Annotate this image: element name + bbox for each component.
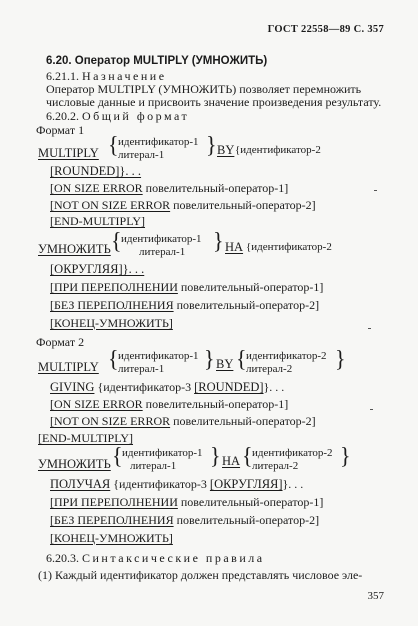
f1-brace-close: } <box>206 131 217 158</box>
syntax-rule-1: (1) Каждый идентификатор должен представлять числовое эле- <box>38 568 363 582</box>
section-title: 6.20. Оператор MULTIPLY (УМНОЖИТЬ) <box>46 55 268 67</box>
f2ru-option-identifier-1: идентификатор-1 <box>122 447 203 459</box>
f1-option-identifier: идентификатор-1 <box>118 136 199 148</box>
f2-on-size: [ON SIZE ERROR повелительный-оператор-1] <box>50 397 289 411</box>
f2-by: BY <box>216 357 234 371</box>
f1ru-verb: УМНОЖИТЬ <box>38 242 111 256</box>
print-speck <box>374 190 377 191</box>
f1ru-options <box>121 233 202 259</box>
f1-by: BY <box>217 143 235 157</box>
f1ru-option-literal: литерал-1 <box>139 246 186 258</box>
f2-giving: GIVING {идентификатор-3 [ROUNDED]}. . . <box>50 380 285 394</box>
f1-option-literal: литерал-1 <box>118 149 165 161</box>
f2-option-literal-2: литерал-2 <box>246 363 293 375</box>
general-format-heading: 6.20.2. Общий формат <box>46 109 190 123</box>
f2ru-not-on-size: [БЕЗ ПЕРЕПОЛНЕНИЯ повелительный-оператор-2] <box>50 513 320 527</box>
f2-brace-close-a: } <box>204 345 215 372</box>
f1ru-end: [КОНЕЦ-УМНОЖИТЬ] <box>50 316 173 330</box>
f1ru-na: НА <box>225 240 244 254</box>
f2ru-end: [КОНЕЦ-УМНОЖИТЬ] <box>50 531 173 545</box>
f2ru-option-literal-1: литерал-1 <box>130 460 177 472</box>
f1ru-brace-open: { <box>111 227 122 254</box>
f1-brace-open: { <box>108 131 119 158</box>
print-speck <box>368 328 371 329</box>
purpose-line-2: числовые данные и присвоить значение произведения результату. <box>46 95 382 109</box>
f1-options <box>118 136 199 162</box>
f2-brace-open-b: { <box>236 345 247 372</box>
format-1-label: Формат 1 <box>36 123 85 137</box>
f2-options-a <box>118 350 199 376</box>
f2ru-na: НА <box>222 454 241 468</box>
f1ru-rounded: [ОКРУГЛЯЯ]}. . . <box>50 262 145 276</box>
f2-option-identifier-2: идентификатор-2 <box>246 350 327 362</box>
f1ru-not-on-size: [БЕЗ ПЕРЕПОЛНЕНИЯ повелительный-оператор-2] <box>50 298 320 312</box>
purpose-heading: 6.21.1. Назначение <box>46 69 167 83</box>
print-speck <box>370 409 373 410</box>
f2-options-b <box>246 350 327 376</box>
f2ru-on-size: [ПРИ ПЕРЕПОЛНЕНИИ повелительный-оператор-1] <box>50 495 324 509</box>
f1-not-on-size: [NOT ON SIZE ERROR повелительный-оператор-2] <box>50 198 316 212</box>
f1ru-on-size: [ПРИ ПЕРЕПОЛНЕНИИ повелительный-оператор-1] <box>50 280 324 294</box>
f1ru-option-identifier: идентификатор-1 <box>121 233 202 245</box>
f1-target: {идентификатор-2 <box>235 144 321 156</box>
f1-on-size: [ON SIZE ERROR повелительный-оператор-1] <box>50 181 289 195</box>
f2-end: [END-MULTIPLY] <box>38 431 134 445</box>
f2-not-on-size: [NOT ON SIZE ERROR повелительный-оператор-2] <box>50 414 316 428</box>
f1-end: [END-MULTIPLY] <box>50 214 146 228</box>
format-2-label: Формат 2 <box>36 335 85 349</box>
f2ru-option-identifier-2: идентификатор-2 <box>252 447 333 459</box>
f2ru-options-a <box>122 447 203 473</box>
f1ru-target: {идентификатор-2 <box>246 241 332 253</box>
f2ru-brace-close-b: } <box>340 442 351 469</box>
purpose-line-1: Оператор MULTIPLY (УМНОЖИТЬ) позволяет перемножить <box>46 82 362 96</box>
f2ru-brace-open-b: { <box>242 442 253 469</box>
running-header: ГОСТ 22558—89 С. 357 <box>267 24 384 35</box>
f2ru-brace-close-a: } <box>210 442 221 469</box>
f2ru-giving: ПОЛУЧАЯ {идентификатор-3 [ОКРУГЛЯЯ]}. . . <box>50 477 304 491</box>
f1-verb: MULTIPLY <box>38 146 99 160</box>
f2ru-options-b <box>252 447 333 473</box>
f2-brace-close-b: } <box>335 345 346 372</box>
f2ru-brace-open: { <box>112 442 123 469</box>
f2-verb: MULTIPLY <box>38 360 99 374</box>
f1ru-brace-close: } <box>213 227 224 254</box>
syntax-heading: 6.20.3. Синтаксические правила <box>46 551 265 565</box>
f2-option-literal-1: литерал-1 <box>118 363 165 375</box>
f2-option-identifier-1: идентификатор-1 <box>118 350 199 362</box>
f2ru-option-literal-2: литерал-2 <box>252 460 299 472</box>
f2ru-verb: УМНОЖИТЬ <box>38 457 111 471</box>
page-number: 357 <box>367 590 384 602</box>
f1-rounded: [ROUNDED]}. . . <box>50 164 142 178</box>
f2-brace-open: { <box>108 345 119 372</box>
